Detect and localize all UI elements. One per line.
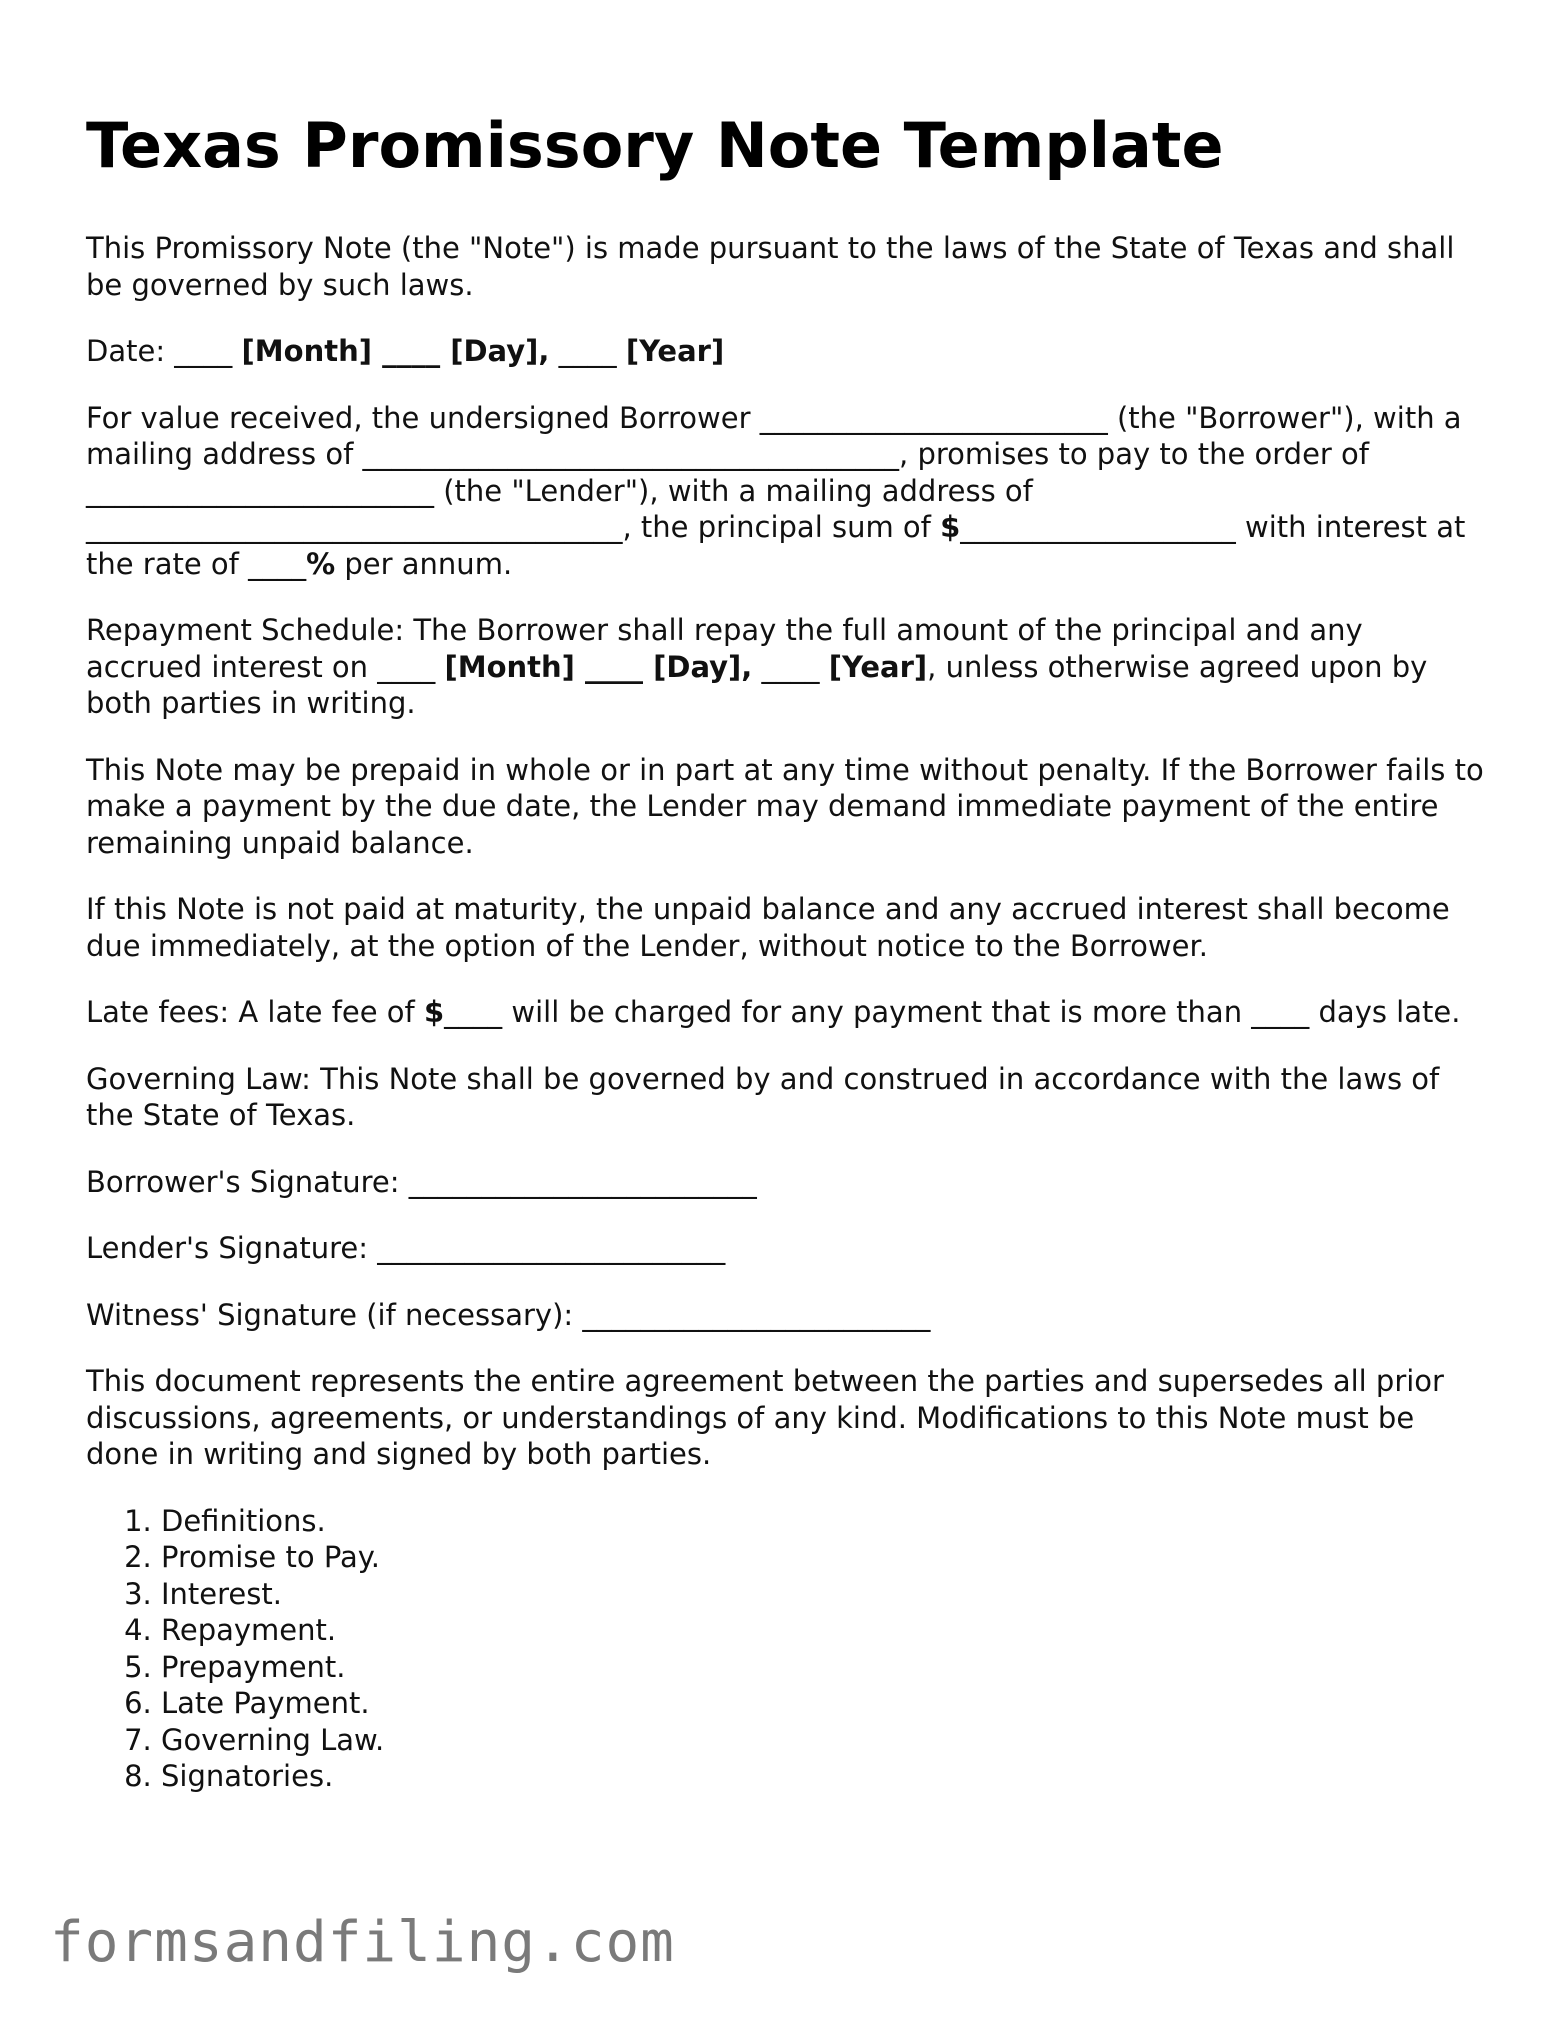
repayment-paragraph bbox=[86, 612, 1486, 722]
list-item: 6. Late Payment. bbox=[161, 1685, 1486, 1722]
late-fees-part-2: ____ will be charged for any payment that is more than ____ days late. bbox=[444, 995, 1461, 1029]
list-item: 4. Repayment. bbox=[161, 1612, 1486, 1649]
date-day: [Day], bbox=[450, 334, 550, 368]
entire-agreement-paragraph: This document represents the entire agreement between the parties and supersedes all prior discussions, agreements, or understandings of any kind. Modifications to this Note must be done in writing and signed by both parties. bbox=[86, 1364, 1454, 1471]
governing-law-paragraph: Governing Law: This Note shall be governed by and construed in accordance with the laws of the State of Texas. bbox=[86, 1061, 1449, 1132]
late-fee-dollar-sign: $ bbox=[423, 995, 445, 1029]
list-item: 1. Definitions. bbox=[161, 1503, 1486, 1540]
sections-list bbox=[86, 1503, 1486, 1795]
document-title: Texas Promissory Note Template bbox=[86, 109, 1224, 182]
late-fees-part-1: Late fees: A late fee of bbox=[86, 995, 424, 1029]
interest-percent-sign: % bbox=[306, 546, 336, 581]
maturity-paragraph: If this Note is not paid at maturity, the unpaid balance and any accrued interest shall become due immediately, at the option of the Lender, without notice to the Borrower. bbox=[86, 892, 1459, 963]
date-sep-1: ____ bbox=[371, 334, 451, 368]
list-item: 5. Prepayment. bbox=[161, 1649, 1486, 1686]
date-month: [Month] bbox=[241, 334, 372, 368]
repayment-part-2: , unless otherwise agreed upon by both parties in writing. bbox=[86, 649, 1437, 720]
prepayment-paragraph: This Note may be prepaid in whole or in part at any time without penalty. If the Borrower fails to make a payment by the due date, the Lender may demand immediate payment of the entire remaining unpaid balance. bbox=[86, 752, 1493, 860]
date-year: [Year] bbox=[625, 334, 725, 368]
repayment-day: [Day], bbox=[653, 649, 753, 684]
intro-paragraph: This Promissory Note (the "Note") is made pursuant to the laws of the State of Texas and shall be governed by such laws. bbox=[86, 231, 1464, 302]
repayment-part-1: Repayment Schedule: The Borrower shall repay the full amount of the principal and any accrued interest on ____ bbox=[86, 613, 1372, 684]
lender-signature-line: Lender's Signature: ________________________ bbox=[86, 1231, 726, 1265]
value-part-3: per annum. bbox=[335, 546, 513, 581]
date-label: Date: ____ bbox=[86, 334, 242, 368]
list-item: 3. Interest. bbox=[161, 1576, 1486, 1613]
repayment-sep-1: ____ bbox=[574, 649, 654, 684]
value-part-1: For value received, the undersigned Borrower ________________________ (the "Borrower"), with a mailing address of _____________________________________, promises to pay to the order of ________________________ (the "Lender"), with a mailing address of _____________________________________, the principal sum of bbox=[86, 400, 1471, 544]
value-paragraph bbox=[86, 400, 1486, 583]
witness-signature-line: Witness' Signature (if necessary): ________________________ bbox=[86, 1297, 931, 1332]
date-sep-2: ____ bbox=[549, 334, 626, 368]
repayment-sep-2: ____ bbox=[752, 649, 829, 684]
document-page bbox=[86, 106, 1493, 1795]
principal-dollar-sign: $ bbox=[940, 510, 961, 544]
list-item: 8. Signatories. bbox=[161, 1758, 1486, 1795]
borrower-signature-line: Borrower's Signature: ________________________ bbox=[86, 1164, 757, 1199]
list-item: 7. Governing Law. bbox=[161, 1722, 1486, 1759]
date-line bbox=[86, 333, 1486, 370]
value-part-2: ___________________ with interest at the rate of ____ bbox=[86, 510, 1475, 581]
list-item: 2. Promise to Pay. bbox=[161, 1539, 1486, 1576]
repayment-year: [Year] bbox=[828, 649, 928, 684]
late-fees-paragraph bbox=[86, 994, 1486, 1031]
watermark: formsandfiling.com bbox=[50, 1910, 675, 1975]
repayment-month: [Month] bbox=[444, 649, 575, 684]
